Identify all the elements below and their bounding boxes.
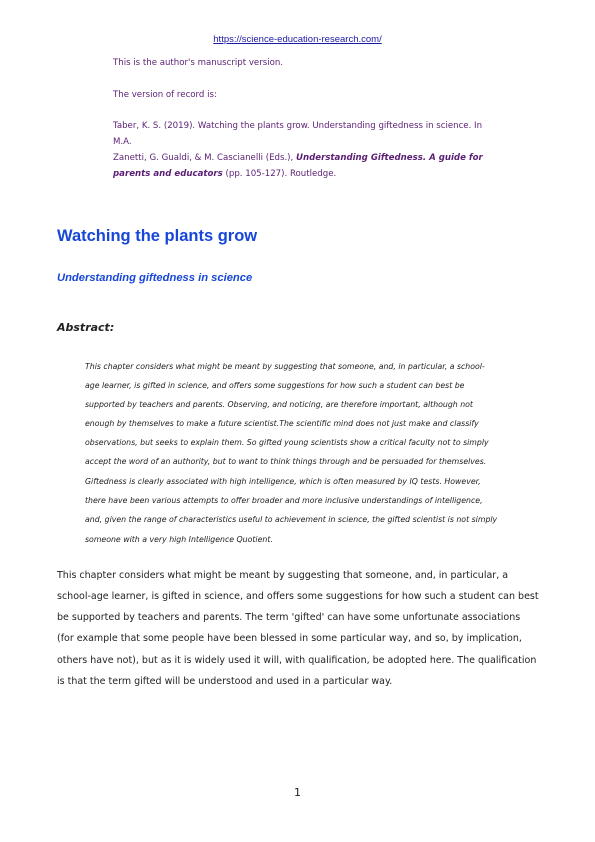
abstract-line: Giftedness is clearly associated with high intelligence, which is often measured by IQ tests. However, — [85, 477, 481, 486]
manuscript-note: This is the author's manuscript version. — [113, 58, 284, 68]
citation-line-3 — [113, 166, 493, 182]
citation — [113, 118, 493, 182]
citation-editors: Zanetti, G. Gualdi, & M. Cascianelli (Eds.), — [113, 153, 294, 163]
chapter-title: Watching the plants grow — [57, 227, 258, 245]
abstract-line: and, given the range of characteristics useful to achievement in science, the gifted scientist is not simply — [85, 515, 498, 524]
page-number: 1 — [294, 786, 301, 799]
body-paragraph-line: school-age learner, is gifted in science, and offers some suggestions for how such a student can best — [57, 591, 539, 602]
abstract-line: accept the word of an authority, but to want to think things through and be persuaded for themselves. — [85, 457, 487, 466]
body-paragraph-line: is that the term gifted will be understood and used in a particular way. — [57, 676, 393, 687]
body-paragraph-line: others have not), but as it is widely used it will, with qualification, be adopted here. The qualification — [57, 655, 537, 666]
citation-pages-publisher: (pp. 105-127). Routledge. — [225, 169, 337, 179]
abstract-line: This chapter considers what might be meant by suggesting that someone, and, in particular, a school- — [85, 362, 485, 371]
abstract-line: age learner, is gifted in science, and offers some suggestions for how such a student can best be — [85, 381, 465, 390]
abstract-line: someone with a very high Intelligence Quotient. — [85, 535, 273, 544]
source-url-link[interactable]: https://science-education-research.com/ — [213, 34, 382, 45]
body-paragraph-line: (for example that some people have been blessed in some particular way, and so, by implication, — [57, 633, 522, 644]
citation-line-2 — [113, 150, 493, 166]
body-paragraph-line: be supported by teachers and parents. The term 'gifted' can have some unfortunate associations — [57, 612, 521, 623]
version-of-record-note: The version of record is: — [113, 90, 217, 100]
citation-line-1: Taber, K. S. (2019). Watching the plants grow. Understanding giftedness in science. In M.A. — [113, 121, 483, 147]
chapter-subtitle: Understanding giftedness in science — [57, 272, 253, 284]
abstract-line: supported by teachers and parents. Observing, and noticing, are therefore important, although not — [85, 400, 473, 409]
citation-book-title: Understanding Giftedness. A guide for — [296, 153, 483, 163]
abstract-line: there have been various attempts to offer broader and more inclusive understandings of intelligence, — [85, 496, 483, 505]
body-paragraph-line: This chapter considers what might be meant by suggesting that someone, and, in particular, a — [57, 570, 509, 581]
citation-book-title-cont: parents and educators — [113, 169, 223, 179]
abstract-line: enough by themselves to make a future scientist.The scientific mind does not just make and classify — [85, 419, 479, 428]
abstract-heading: Abstract: — [57, 321, 115, 334]
abstract-line: observations, but seeks to explain them. So gifted young scientists show a critical faculty not to simply — [85, 438, 489, 447]
